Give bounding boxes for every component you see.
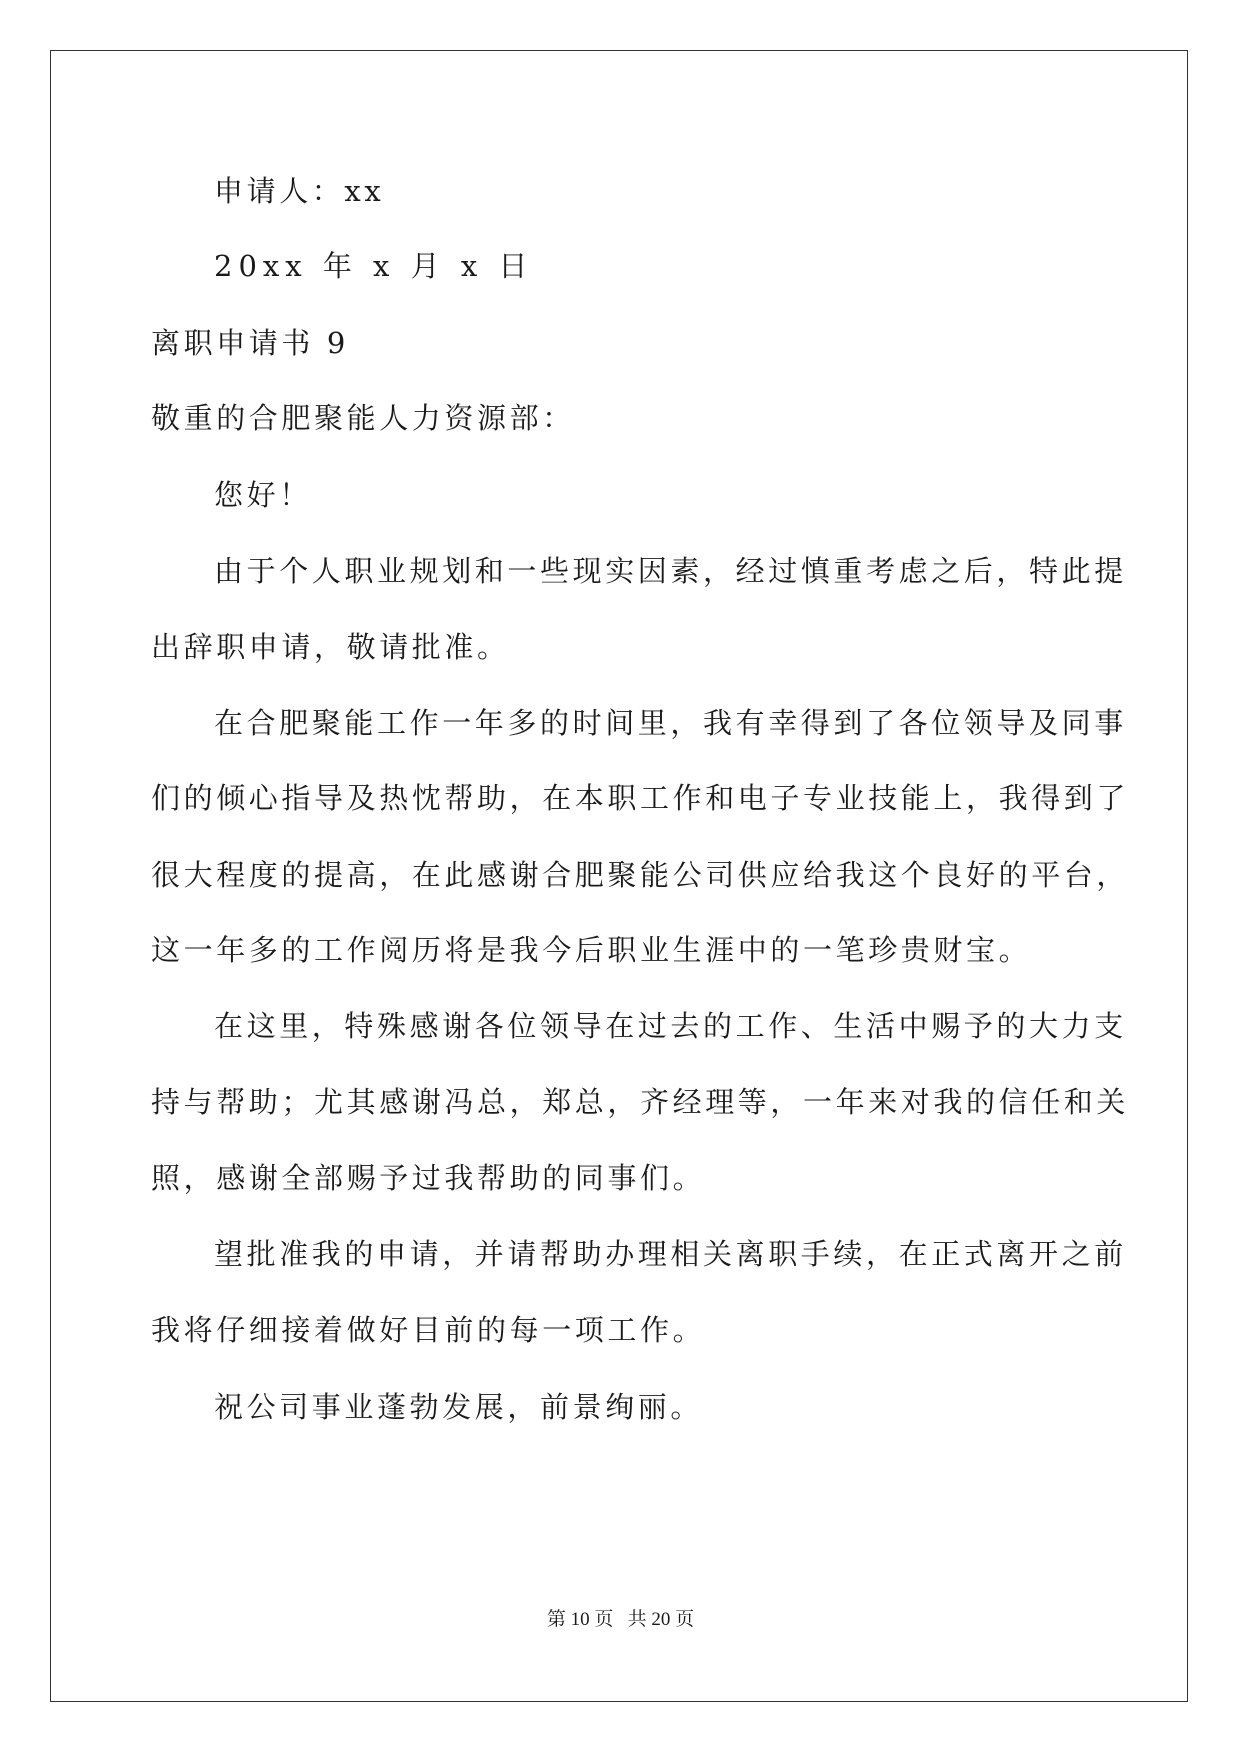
body-line: 祝公司事业蓬勃发展，前景绚丽。: [214, 1390, 704, 1424]
body-line: 我将仔细接着做好目前的每一项工作。: [151, 1313, 706, 1347]
section-title: 离职申请书 9: [151, 326, 349, 360]
greeting: 您好！: [214, 478, 312, 512]
page-number: 第 10 页 共 20 页: [546, 1609, 695, 1630]
body-line: 很大程度的提高，在此感谢合肥聚能公司供应给我这个良好的平台，: [151, 858, 1130, 892]
body-line: 出辞职申请，敬请批准。: [151, 630, 510, 664]
body-line: 这一年多的工作阅历将是我今后职业生涯中的一笔珍贵财宝。: [151, 933, 1032, 967]
body-line: 在这里，特殊感谢各位领导在过去的工作、生活中赐予的大力支: [214, 1009, 1127, 1043]
body-line: 望批准我的申请，并请帮助办理相关离职手续，在正式离开之前: [214, 1237, 1127, 1271]
body-line: 照，感谢全部赐予过我帮助的同事们。: [151, 1161, 706, 1195]
body-line: 由于个人职业规划和一些现实因素，经过慎重考虑之后，特此提: [214, 554, 1127, 588]
body-line: 持与帮助；尤其感谢冯总，郑总，齐经理等，一年来对我的信任和关: [151, 1085, 1130, 1119]
salutation: 敬重的合肥聚能人力资源部：: [151, 401, 575, 435]
body-line: 们的倾心指导及热忱帮助，在本职工作和电子专业技能上，我得到了: [151, 781, 1130, 815]
body-line: 在合肥聚能工作一年多的时间里，我有幸得到了各位领导及同事: [214, 706, 1127, 740]
date-line: 20xx 年 x 月 x 日: [214, 249, 534, 283]
applicant-line: 申请人：xx: [214, 174, 385, 208]
